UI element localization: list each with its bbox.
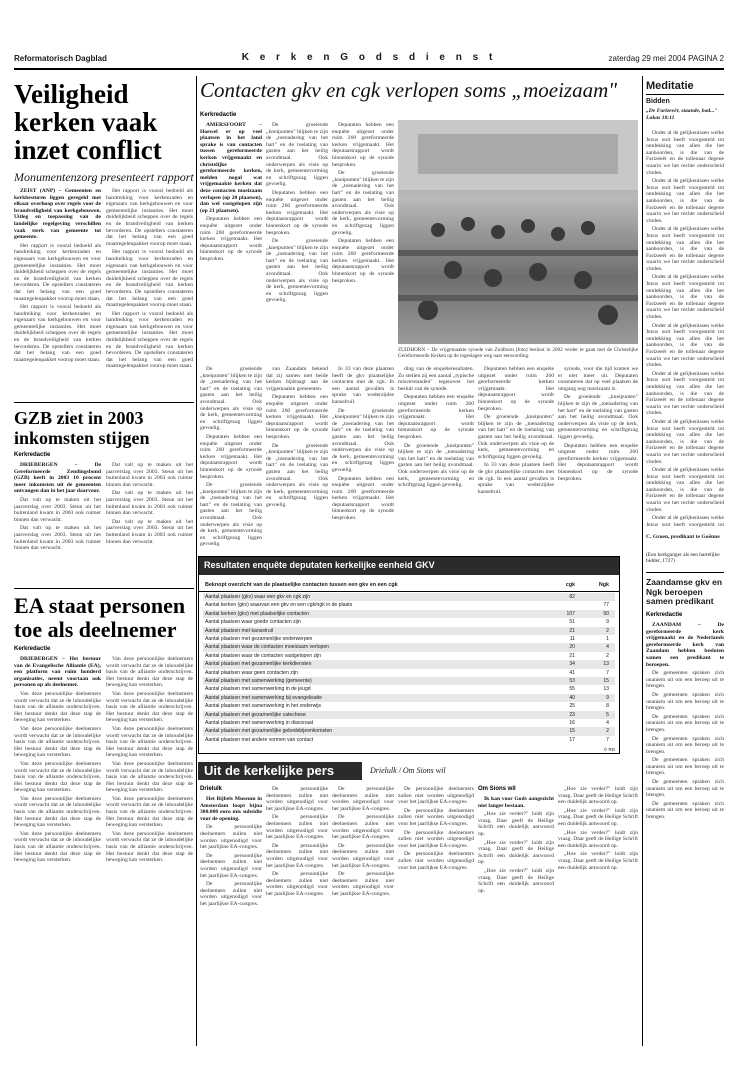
- main-body: Deputaten hebben een enquête uitgezet onder ruim 260 gereformeerde kerken vrijgemaakt. Het deputaatsrapport wordt binnenkort op de synode besproken.: [266, 189, 328, 236]
- table-header-cgk: cgk: [565, 582, 575, 588]
- table-cell-cgk: 17: [569, 736, 575, 743]
- photo-caption: ZUIDHORN – De vrijgemaakte synode van Zuidhorn (foto) besloot in 2002 verder te gaan met de Christelijke Gereformeerde Kerken op de ingeslagen weg naar eenwording.: [398, 347, 638, 360]
- table-row: [203, 635, 615, 643]
- drielulk-body: De persoonlijke deelnemers zullen niet worden uitgenodigd voor het jaarlijkse EA-congres.: [266, 814, 328, 841]
- main-body: De groeiende „kneipunten" blijken te zijn de „toenadering van het hart" en de toelating van gasten aan het heilig avondmaal. Ook onderwerpen als visie op de kerk, gemeentevorming en schriftgezag liggen gevoelig.: [200, 366, 262, 432]
- table-row: [203, 685, 615, 693]
- table-cell-cgk: 21: [569, 627, 575, 634]
- main-headline: Contacten gkv en cgk verlopen soms „moeizaam": [200, 78, 618, 102]
- sions-body: „Hoe zie verder?" luidt zijn vraag. Daar geeft de Heilige Schrift een duidelijk antwoord op.: [558, 829, 638, 849]
- main-body: In 33 van deze plaatsen heeft de gkv plaatselijke contacten met de cgk. In een aantal gevallen is sprake van wederzijdse kanselruil.: [332, 366, 394, 405]
- table-cell-ngk: 2: [606, 728, 609, 735]
- table-cell-question: Aantal plaatsen waar geen contacten zijn: [205, 669, 298, 676]
- table-cell-ngk: 77: [603, 602, 609, 609]
- table-cell-question: Aantal plaatsen waar de contacten vastgelopen zijn: [205, 652, 322, 659]
- main-body: Deputaten hebben een enquête uitgezet onder ruim 260 gereformeerde kerken vrijgemaakt. Het deputaatsrapport wordt binnenkort op de synode besproken.: [200, 216, 262, 262]
- zaandam-body: [646, 622, 724, 1046]
- main-body: Deputaten hebben een enquête uitgezet onder ruim 260 gereformeerde kerken vrijgemaakt. Het deputaatsrapport wordt binnenkort op de synode besproken.: [558, 442, 638, 482]
- main-body: In 33 van deze plaatsen heeft de gkv plaatselijke contacten met de cgk. In een aantal gevallen is sprake van wederzijdse kanselruil.: [478, 462, 554, 495]
- table-cell-ngk: 4: [606, 720, 609, 726]
- table-row: [203, 601, 615, 609]
- art2-lead: DRIEBERGEN – De Gereformeerde Zendingsbond (GZB) heeft in 2003 10 procent meer inkomsten uit de gemeenten ontvangen dan in het jaar daarvoor.: [14, 462, 101, 495]
- main-body: Deputaten hebben een enquête uitgezet onder ruim 260 gereformeerde kerken vrijgemaakt. Het deputaatsrapport wordt binnenkort op de synode besproken.: [200, 433, 262, 480]
- table-cell-question: Aantal plaatsen met kanselruil: [205, 627, 273, 634]
- main-body: Deputaten hebben een enquête uitgezet onder ruim 260 gereformeerde kerken vrijgemaakt. Het deputaatsrapport wordt binnenkort op de synode besproken.: [398, 394, 474, 440]
- art1-column-2: [106, 188, 193, 398]
- art3-body: Van deze persoonlijke deelnemers wordt verwacht dat ze de inhoudelijke basis van de alliantie onderschrijven. Het bestuur denkt dat deze stap de beweging kan versterken.: [14, 760, 101, 794]
- table-cell-question: Aantal plaatsen met gezamenlijke gebedsbijeenkomsten: [205, 728, 333, 735]
- table-cell-question: Aantal plaatsen met gezamenlijke catechese: [205, 711, 306, 718]
- table-cell-cgk: 34: [569, 661, 575, 668]
- table-cell-ngk: 2: [606, 652, 609, 659]
- masthead: [14, 48, 724, 70]
- table-cell-question: Aantal kerken (gkv) met plaatselijke contacten: [205, 610, 309, 617]
- drielulk-body: De persoonlijke deelnemers zullen niet worden uitgenodigd voor het jaarlijkse EA-congres.: [266, 842, 328, 869]
- main-body: ding van de enquêteresultaten. Zo stellen zij een aantal „typische misverstanden" tegenover het besluit van de synode.: [398, 366, 474, 392]
- bottom-column-1: [200, 796, 262, 1046]
- art2-body: Dat valt op te maken uit het jaarverslag over 2003. Steun uit het buitenland kwam in 2003 ook ruimer binnen dan verwacht.: [106, 490, 193, 517]
- zaandam-text: De gemeenten spraken zich unaniem uit om een beroep uit te brengen.: [646, 800, 724, 821]
- table-cell-cgk: 41: [569, 669, 575, 676]
- table-cell-cgk: 82: [569, 594, 575, 600]
- drielulk-kicker: Drielulk: [200, 786, 223, 792]
- drielulk-body: De persoonlijke deelnemers zullen niet worden uitgenodigd voor het jaarlijkse EA-congres.: [398, 829, 474, 849]
- table-cell-cgk: 107: [566, 610, 575, 617]
- table-cell-cgk: 53: [569, 678, 575, 684]
- table-row: [203, 711, 615, 719]
- drielulk-body: De persoonlijke deelnemers zullen niet worden uitgenodigd voor het jaarlijkse EA-congres.: [266, 786, 328, 812]
- main-body: De groeiende „kneipunten" blijken te zijn de „toenadering van het hart" en de toelating van gasten aan het heilig avondmaal. Ook onderwerpen als visie op de kerk, gemeentevorming en schriftgezag liggen gevoelig.: [332, 170, 394, 236]
- pers-title: Uit de kerkelijke pers: [204, 763, 335, 778]
- main-body: De groeiende „kneipunten" blijken te zijn de „toenadering van het hart" en de toelating van gasten aan het heilig avondmaal. Ook onderwerpen als visie op de kerk, gemeentevorming en schriftgezag liggen gevoelig.: [266, 238, 328, 304]
- table-cell-cgk: 15: [569, 728, 575, 735]
- table-row: [203, 618, 615, 626]
- table-header: [199, 579, 619, 592]
- synod-photo: [398, 120, 638, 344]
- art2-column-2: [106, 462, 193, 582]
- art3-body: Van deze persoonlijke deelnemers wordt verwacht dat ze de inhoudelijke basis van de alliantie onderschrijven. Het bestuur denkt dat deze stap de beweging kan versterken.: [14, 830, 101, 864]
- main-body: De groeiende „kneipunten" blijken te zijn de „toenadering van het hart" en de toelating van gasten aan het heilig avondmaal. Ook onderwerpen als visie op de kerk, gemeentevorming en schriftgezag liggen gevoelig.: [266, 442, 328, 508]
- art2-headline: GZB ziet in 2003 inkomsten stijgen: [14, 408, 150, 448]
- drielulk-body: De persoonlijke deelnemers zullen niet worden uitgenodigd voor het jaarlijkse EA-congres.: [332, 814, 394, 841]
- table-cell-question: Aantal plaatsen met gezamenlijke onderwerpen: [205, 636, 313, 642]
- main-body: Deputaten hebben een enquête uitgezet onder ruim 260 gereformeerde kerken vrijgemaakt. Het deputaatsrapport wordt binnenkort op de synode besproken.: [332, 238, 394, 284]
- art1-body: Het rapport is vooral bedoeld als handreiking voor kerkenraden en eigenaars van kerkgebouwen en voor gemeentelijke instanties. Het moet duidelijkheid scheppen over de regels en de brandveiligheid van kerken bevorderen. De opstellers constateren dat het belang van een goed maatregelenpakket voorop moet staan.: [14, 304, 101, 363]
- table-cell-question: Aantal plaatsen met andere vormen van contact: [205, 736, 314, 743]
- drielulk-body: De persoonlijke deelnemers zullen niet worden uitgenodigd voor het jaarlijkse EA-congres.: [332, 786, 394, 812]
- table-header-ngk: Ngk: [598, 582, 609, 588]
- meditatie-quote: „De Farizeeër, staande, bad..." Lukas 18:11: [646, 108, 718, 121]
- art3-lead: DRIEBERGEN – Het bestuur van de Evangelische Alliantie (EA), een platform van ruim honderd organisaties, neemt voortaan ook personen op als deelnemer.: [14, 656, 101, 689]
- results-table: [198, 556, 620, 754]
- sions-body: „Hoe zie verder?" luidt zijn vraag. Daar geeft de Heilige Schrift een duidelijk antwoord op.: [478, 867, 554, 894]
- table-cell-cgk: 20: [569, 644, 575, 651]
- divider: [646, 572, 724, 573]
- main-body: De groeiende „kneipunten" blijken te zijn de „toenadering van het hart" en de toelating van gasten aan het heilig avondmaal. Ook onderwerpen als visie op de kerk, gemeentevorming en schriftgezag liggen gevoelig.: [332, 407, 394, 473]
- table-cell-ngk: 7: [606, 669, 609, 676]
- main-column-3: [332, 122, 394, 344]
- sions-body: „Hoe zie verder?" luidt zijn vraag. Daar geeft de Heilige Schrift een duidelijk antwoord op.: [478, 811, 554, 837]
- table-cell-question: Aantal plaatsen waar de contacten moeizaam verlopen: [205, 644, 330, 651]
- date-page: zaterdag 29 mei 2004 PAGINA 2: [608, 54, 724, 63]
- art3-body: Van deze persoonlijke deelnemers wordt verwacht dat ze de inhoudelijke basis van de alliantie onderschrijven. Het bestuur denkt dat deze stap de beweging kan versterken.: [14, 690, 101, 724]
- zaandam-headline: Zaandamse gkv en Ngk beroepen samen predikant: [646, 577, 723, 607]
- meditatie-body: [646, 130, 724, 528]
- drielulk-body: De persoonlijke deelnemers zullen niet worden uitgenodigd voor het jaarlijkse EA-congres.: [200, 824, 262, 851]
- art2-column-1: [14, 462, 101, 582]
- zaandam-text: De gemeenten spraken zich unaniem uit om een beroep uit te brengen.: [646, 735, 724, 755]
- art1-column-1: [14, 188, 101, 398]
- table-cell-question: Aantal plaatsen met gezamenlijke kerkdiensten: [205, 661, 312, 668]
- divider: [14, 402, 194, 403]
- table-cell-cgk: 55: [569, 686, 575, 693]
- bottom-column-3: [332, 786, 394, 1046]
- zaandam-text: De gemeenten spraken zich unaniem uit om een beroep uit te brengen.: [646, 691, 724, 712]
- main-column-1: [200, 122, 262, 344]
- main-column-6: [332, 366, 394, 552]
- main-body: De groeiende „kneipunten" blijken te zijn de „toenadering van het hart" en de toelating van gasten aan het heilig avondmaal. Ook onderwerpen als visie op de kerk, gemeentevorming en schriftgezag liggen gevoelig.: [200, 482, 262, 548]
- art1-lead: ZEIST (ANP) – Gemeenten en kerkbesturen liggen geregeld met elkaar overhoop over regels voor de brandveiligheid van kerkgebouwen. Uitleg en toepassing van de landelijke regelgeving verschillen vaak sterk van gemeente tot gemeente.: [14, 188, 101, 241]
- table-cell-cgk: 51: [569, 619, 575, 626]
- art3-body: Van deze persoonlijke deelnemers wordt verwacht dat ze de inhoudelijke basis van de alliantie onderschrijven. Het bestuur denkt dat deze stap de beweging kan versterken.: [14, 725, 101, 759]
- art3-kicker: Kerkredactie: [14, 646, 51, 652]
- meditatie-text: Onder al de gelijkenissen welke Jezus ooit heeft voorgesteld tot: [646, 515, 724, 528]
- art2-body: Dat valt op te maken uit het jaarverslag over 2003. Steun uit het buitenland kwam in 2003 ook ruimer binnen dan verwacht.: [106, 462, 193, 488]
- art1-subtitle: Monumentenzorg presenteert rapport: [14, 170, 194, 184]
- main-body: De groeiende „kneipunten" blijken te zijn de „toenadering van het hart" en de toelating van gasten aan het heilig avondmaal. Ook onderwerpen als visie op de kerk, gemeentevorming en schriftgezag liggen gevoelig.: [558, 394, 638, 440]
- table-source: © RD: [603, 747, 615, 752]
- drielulk-body: De persoonlijke deelnemers zullen niet worden uitgenodigd voor het jaarlijkse EA-congres.: [332, 842, 394, 869]
- sions-body: „Hoe zie verder?" luidt zijn vraag. Daar geeft de Heilige Schrift een duidelijk antwoord op.: [558, 851, 638, 871]
- drielulk-body: De persoonlijke deelnemers zullen niet worden uitgenodigd voor het jaarlijkse EA-congres.: [398, 786, 474, 806]
- art2-body: Dat valt op te maken uit het jaarverslag over 2003. Steun uit het buitenland kwam in 2003 ook ruimer binnen dan verwacht.: [14, 496, 101, 523]
- meditatie-text: Onder al de gelijkenissen welke Jezus ooit heeft voorgesteld tot ontdekking van allen die het aanhoorden, is die van de Farizeeër en de tollenaar degene waarin we het rechte onderscheid vinden.: [646, 467, 724, 513]
- sions-body: „Hoe zie verder?" luidt zijn vraag. Daar geeft de Heilige Schrift een duidelijk antwoord op.: [478, 839, 554, 866]
- meditatie-text: Onder al de gelijkenissen welke Jezus ooit heeft voorgesteld tot ontdekking van allen die het aanhoorden, is die van de Farizeeër en de tollenaar degene waarin we het rechte onderscheid vinden.: [646, 274, 724, 321]
- section-title: K e r k e n G o d s d i e n s t: [241, 52, 497, 63]
- drielulk-body: De persoonlijke deelnemers zullen niet worden uitgenodigd voor het jaarlijkse EA-congres.: [332, 871, 394, 897]
- drielulk-body: De persoonlijke deelnemers zullen niet worden uitgenodigd voor het jaarlijkse EA-congres.: [398, 851, 474, 871]
- table-row: [203, 660, 615, 668]
- art3-column-1: [14, 656, 101, 1046]
- pers-subtitle: Drielulk / Om Sions wil: [370, 766, 446, 775]
- table-cell-cgk: 11: [569, 636, 575, 642]
- sions-kicker: Om Sions wil: [478, 786, 516, 792]
- table-row: [203, 610, 615, 618]
- table-row: [203, 727, 615, 735]
- main-body: De groeiende „kneipunten" blijken te zijn de „toenadering van het hart" en de toelating van gasten aan het heilig avondmaal. Ook onderwerpen als visie op de kerk, gemeentevorming en schriftgezag liggen gevoelig.: [398, 442, 474, 489]
- zaandam-text: De gemeenten spraken zich unaniem uit om een beroep uit te brengen.: [646, 670, 724, 690]
- art1-body: Het rapport is vooral bedoeld als handreiking voor kerkenraden en eigenaars van kerkgebouwen en voor gemeentelijke instanties. Het moet duidelijkheid scheppen over de regels en de brandveiligheid van kerken bevorderen. De opstellers constateren dat het belang van een goed maatregelenpakket voorop moet staan.: [106, 249, 193, 309]
- table-cell-cgk: 25: [569, 703, 575, 710]
- table-cell-question: Aantal plaatsen met samenwerking (gemeente): [205, 678, 312, 684]
- table-cell-question: Aantal plaatsen met samenwerking in de jeugd: [205, 686, 311, 693]
- main-body: De groeiende „kneipunten" blijken te zijn de „toenadering van het hart" en de toelating van gasten aan het heilig avondmaal. Ook onderwerpen als visie op de kerk, gemeentevorming en schriftgezag liggen gevoelig.: [478, 414, 554, 460]
- table-row: [203, 593, 615, 601]
- table-row: [203, 736, 615, 744]
- table-row: [203, 627, 615, 635]
- main-column-5: [266, 366, 328, 552]
- meditatie-text: Onder al de gelijkenissen welke Jezus ooit heeft voorgesteld tot ontdekking van allen die het aanhoorden, is die van de Farizeeër en de tollenaar degene waarin we het rechte onderscheid vinden.: [646, 418, 724, 465]
- drielulk-lead: Het Bijbels Museum in Amsterdam loopt bijna 300.000 euro mis subsidie voor de opening.: [200, 796, 262, 822]
- table-cell-ngk: 13: [603, 661, 609, 668]
- table-row: [203, 643, 615, 651]
- art2-body: Dat valt op te maken uit het jaarverslag over 2003. Steun uit het buitenland kwam in 2003 ook ruimer binnen dan verwacht.: [14, 525, 101, 552]
- meditatie-subtitle: Bidden: [646, 98, 670, 105]
- table-cell-ngk: 2: [606, 627, 609, 634]
- table-header-question: Beknopt overzicht van de plaatselijke contacten tussen een gkv en een cgk: [205, 582, 398, 588]
- pers-bar: [198, 762, 618, 780]
- table-cell-question: Aantal plaatsen (gkv) waar een gkv en cgk zijn: [205, 594, 311, 600]
- main-body: van Zaandam bekend dat zij samen met beide kerken bijdraagt aan de vrijgemaakte gemeenten.: [266, 366, 328, 392]
- zaandam-text: De gemeenten spraken zich unaniem uit om een beroep uit te brengen.: [646, 713, 724, 733]
- art3-body: Van deze persoonlijke deelnemers wordt verwacht dat ze de inhoudelijke basis van de alliantie onderschrijven. Het bestuur denkt dat deze stap de beweging kan versterken.: [106, 795, 193, 829]
- table-cell-ngk: 9: [606, 694, 609, 701]
- drielulk-body: De persoonlijke deelnemers zullen niet worden uitgenodigd voor het jaarlijkse EA-congres.: [200, 852, 262, 879]
- meditatie-title: Meditatie: [646, 80, 724, 95]
- table-cell-ngk: 13: [603, 686, 609, 693]
- table-cell-cgk: 40: [569, 694, 575, 701]
- table-title: Resultaten enquête deputaten kerkelijke eenheid GKV: [199, 557, 619, 575]
- art3-body: Van deze persoonlijke deelnemers wordt verwacht dat ze de inhoudelijke basis van de alliantie onderschrijven. Het bestuur denkt dat deze stap de beweging kan versterken.: [106, 830, 193, 864]
- zaandam-kicker: Kerkredactie: [646, 612, 683, 618]
- art2-kicker: Kerkredactie: [14, 452, 51, 458]
- main-body: synode, voor die tijd komen we er niet meer uit. Deputaten constateren dat op veel plaatsen de omgang nog moeizaam is.: [558, 366, 638, 392]
- drielulk-body: De persoonlijke deelnemers zullen niet worden uitgenodigd voor het jaarlijkse EA-congres.: [398, 807, 474, 827]
- art2-body: Dat valt op te maken uit het jaarverslag over 2003. Steun uit het buitenland kwam in 2003 ook ruimer binnen dan verwacht.: [106, 518, 193, 545]
- column-rule: [642, 76, 643, 1046]
- art3-headline: EA staat personen toe als deelnemer: [14, 593, 186, 642]
- bottom-column-5: [478, 796, 554, 1046]
- sions-body: „Hoe zie verder?" luidt zijn vraag. Daar geeft de Heilige Schrift een duidelijk antwoord op.: [558, 786, 638, 806]
- table-cell-cgk: 16: [569, 720, 575, 726]
- meditatie-text: Onder al de gelijkenissen welke Jezus ooit heeft voorgesteld tot ontdekking van allen die het aanhoorden, is die van de Farizeeër en de tollenaar degene waarin we het rechte onderscheid vinden.: [646, 226, 724, 272]
- meditatie-text: Onder al de gelijkenissen welke Jezus ooit heeft voorgesteld tot ontdekking van allen die het aanhoorden, is die van de Farizeeër en de tollenaar degene waarin we het rechte onderscheid vinden.: [646, 130, 724, 176]
- table-row: [203, 677, 615, 685]
- newspaper-name: Reformatorisch Dagblad: [14, 54, 107, 63]
- main-body: Deputaten hebben een enquête uitgezet onder ruim 260 gereformeerde kerken vrijgemaakt. Het deputaatsrapport wordt binnenkort op de synode besproken.: [266, 394, 328, 440]
- table-cell-cgk: 23: [569, 711, 575, 718]
- drielulk-body: De persoonlijke deelnemers zullen niet worden uitgenodigd voor het jaarlijkse EA-congres.: [200, 881, 262, 907]
- art1-headline: Veiligheid kerken vaak inzet conflict: [14, 79, 162, 165]
- synod-photo-graphic: [398, 120, 638, 344]
- art3-body: Van deze persoonlijke deelnemers wordt verwacht dat ze de inhoudelijke basis van de alliantie onderschrijven. Het bestuur denkt dat deze stap de beweging kan versterken.: [14, 795, 101, 829]
- main-body: Deputaten hebben een enquête uitgezet onder ruim 260 gereformeerde kerken vrijgemaakt. Het deputaatsrapport wordt binnenkort op de synode besproken.: [332, 475, 394, 522]
- bottom-column-4: [398, 786, 474, 1046]
- table-row: [203, 669, 615, 677]
- art3-column-2: [106, 656, 193, 1046]
- art3-body: Van deze persoonlijke deelnemers wordt verwacht dat ze de inhoudelijke basis van de alliantie onderschrijven. Het bestuur denkt dat deze stap de beweging kan versterken.: [106, 656, 193, 689]
- main-body: Deputaten hebben een enquête uitgezet onder ruim 260 gereformeerde kerken vrijgemaakt. Het deputaatsrapport wordt binnenkort op de synode besproken.: [332, 122, 394, 168]
- main-column-8: [478, 366, 554, 552]
- main-column-4: [200, 366, 262, 552]
- art3-body: Van deze persoonlijke deelnemers wordt verwacht dat ze de inhoudelijke basis van de alliantie onderschrijven. Het bestuur denkt dat deze stap de beweging kan versterken.: [106, 760, 193, 794]
- table-cell-ngk: 1: [606, 636, 609, 642]
- main-kicker: Kerkredactie: [200, 112, 237, 118]
- art3-body: Van deze persoonlijke deelnemers wordt verwacht dat ze de inhoudelijke basis van de alliantie onderschrijven. Het bestuur denkt dat deze stap de beweging kan versterken.: [106, 725, 193, 759]
- table-row: [203, 702, 615, 710]
- main-lead: AMERSFOORT – Hoewel er op veel plaatsen in het land sprake is van contacten tussen gereformeerde kerken vrijgemaakt en christelijke gereformeerde kerken, melden nogal wat vrijgemaakte kerken dat deze contacten moeizaam verlopen (op 20 plaatsen), dan wel vastgelopen zijn (op 21 plaatsen).: [200, 122, 262, 214]
- table-cell-question: Aantal plaatsen met samenwerking bij evangelisatie: [205, 694, 322, 701]
- meditatie-author: C. Groen, predikant te Goënne: [646, 534, 720, 540]
- table-row: [203, 719, 615, 727]
- sions-body: „Hoe zie verder?" luidt zijn vraag. Daar geeft de Heilige Schrift een duidelijk antwoord op.: [558, 807, 638, 827]
- table-cell-question: Aantal kerken (gkv) waarvan een gkv en een cgk/ngk in de plaats: [205, 602, 353, 609]
- art3-body: Van deze persoonlijke deelnemers wordt verwacht dat ze de inhoudelijke basis van de alliantie onderschrijven. Het bestuur denkt dat deze stap de beweging kan versterken.: [106, 690, 193, 724]
- sions-lead: Ik kan voor Gods aangezicht niet langer bestaan.: [478, 796, 554, 809]
- meditatie-text: Onder al de gelijkenissen welke Jezus ooit heeft voorgesteld tot ontdekking van allen die het aanhoorden, is die van de Farizeeër en de tollenaar degene waarin we het rechte onderscheid vinden.: [646, 322, 724, 369]
- table-cell-ngk: 5: [606, 711, 609, 718]
- table-row: [203, 652, 615, 660]
- table-cell-ngk: 8: [606, 703, 609, 710]
- main-body: De groeiende „kneipunten" blijken te zijn de „toenadering van het hart" en de toelating van gasten aan het heilig avondmaal. Ook onderwerpen als visie op de kerk, gemeentevorming en schriftgezag liggen gevoelig.: [266, 122, 328, 188]
- table-cell-ngk: 7: [606, 736, 609, 743]
- art1-body: Het rapport is vooral bedoeld als handreiking voor kerkenraden en eigenaars van kerkgebouwen en voor gemeentelijke instanties. Het moet duidelijkheid scheppen over de regels en de brandveiligheid van kerken bevorderen. De opstellers constateren dat het belang van een goed maatregelenpakket voorop moet staan.: [106, 188, 193, 247]
- meditatie-text: Onder al de gelijkenissen welke Jezus ooit heeft voorgesteld tot ontdekking van allen die het aanhoorden, is die van de Farizeeër en de tollenaar degene waarin we het rechte onderscheid vinden.: [646, 178, 724, 224]
- divider: [14, 588, 194, 589]
- bottom-column-6: [558, 786, 638, 1046]
- zaandam-lead: ZAANDAM – De gereformeerde kerk vrijgemaakt en de Nederlands gereformeerde kerk van Zaandam hebben besloten samen een predikant te beroepen.: [646, 622, 724, 668]
- table-cell-question: Aantal plaatsen waar goede contacten zijn: [205, 619, 301, 626]
- art1-body: Het rapport is vooral bedoeld als handreiking voor kerkenraden en eigenaars van kerkgebouwen en voor gemeentelijke instanties. Het moet duidelijkheid scheppen over de regels en de brandveiligheid van kerken bevorderen. De opstellers constateren dat het belang van een goed maatregelenpakket voorop moet staan.: [106, 310, 193, 370]
- table-cell-ngk: 4: [606, 644, 609, 651]
- table-cell-cgk: 21: [569, 652, 575, 659]
- drielulk-body: De persoonlijke deelnemers zullen niet worden uitgenodigd voor het jaarlijkse EA-congres.: [266, 871, 328, 897]
- main-column-2: [266, 122, 328, 344]
- meditatie-note: (Een kerkganger als een hartelijke bidder, 1727): [646, 552, 720, 565]
- zaandam-text: De gemeenten spraken zich unaniem uit om een beroep uit te brengen.: [646, 779, 724, 799]
- table-cell-ngk: 9: [606, 619, 609, 626]
- table-body: [199, 593, 619, 745]
- art1-body: Het rapport is vooral bedoeld als handreiking voor kerkenraden en eigenaars van kerkgebouwen en voor gemeentelijke instanties. Het moet duidelijkheid scheppen over de regels en de brandveiligheid van kerken bevorderen. De opstellers constateren dat het belang van een goed maatregelenpakket voorop moet staan.: [14, 242, 101, 302]
- main-body: Deputaten hebben een enquête uitgezet onder ruim 260 gereformeerde kerken vrijgemaakt. Het deputaatsrapport wordt binnenkort op de synode besproken.: [478, 366, 554, 412]
- table-cell-question: Aantal plaatsen met samenwerking in het onderwijs: [205, 703, 322, 710]
- table-cell-ngk: 50: [603, 610, 609, 617]
- main-column-9: [558, 366, 638, 552]
- column-rule: [196, 76, 197, 1046]
- table-cell-question: Aantal plaatsen met samenwerking in diaconaat: [205, 720, 314, 726]
- table-cell-ngk: 15: [603, 678, 609, 684]
- table-row: [203, 694, 615, 702]
- bottom-column-2: [266, 786, 328, 1046]
- main-column-7: [398, 366, 474, 552]
- zaandam-text: De gemeenten spraken zich unaniem uit om een beroep uit te brengen.: [646, 757, 724, 777]
- meditatie-text: Onder al de gelijkenissen welke Jezus ooit heeft voorgesteld tot ontdekking van allen die het aanhoorden, is die van de Farizeeër en de tollenaar degene waarin we het rechte onderscheid vinden.: [646, 370, 724, 417]
